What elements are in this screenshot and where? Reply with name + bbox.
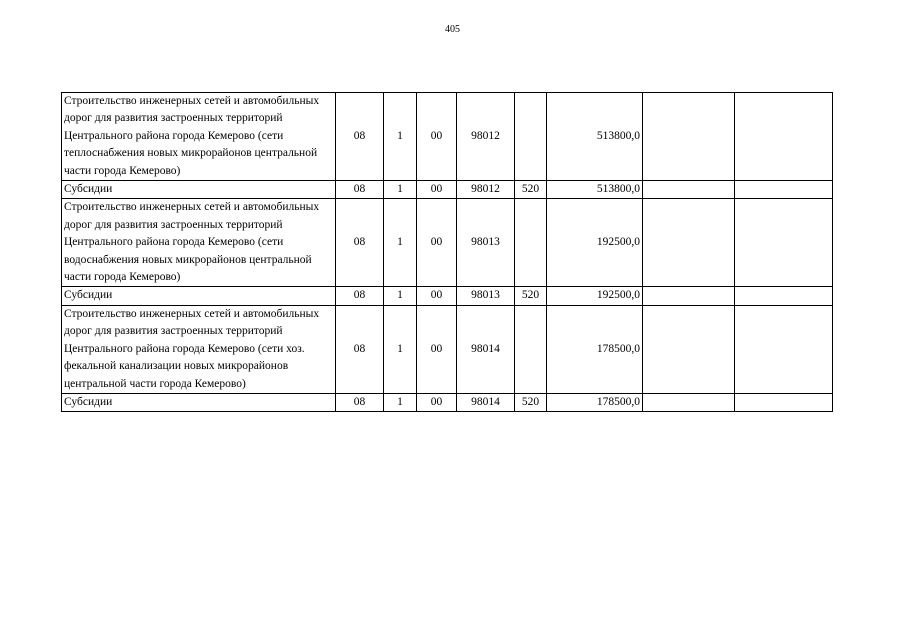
amount-cell: 178500,0 — [547, 393, 643, 411]
page-number: 405 — [445, 24, 460, 35]
empty-cell — [643, 199, 735, 287]
program-cell: 1 — [384, 287, 417, 305]
row-name-cell: Субсидии — [62, 181, 336, 199]
subprogram-cell: 00 — [417, 393, 457, 411]
section-cell: 08 — [336, 93, 384, 181]
empty-cell — [735, 199, 833, 287]
code-cell: 98013 — [457, 199, 515, 287]
program-cell: 1 — [384, 305, 417, 393]
amount-cell: 192500,0 — [547, 199, 643, 287]
table-row — [62, 199, 833, 287]
row-name-cell: Субсидии — [62, 393, 336, 411]
expense-type-cell: 520 — [515, 393, 547, 411]
code-cell: 98014 — [457, 305, 515, 393]
program-cell: 1 — [384, 181, 417, 199]
row-name-cell: Субсидии — [62, 287, 336, 305]
budget-table — [61, 92, 833, 412]
amount-cell: 513800,0 — [547, 93, 643, 181]
expense-type-cell — [515, 305, 547, 393]
empty-cell — [735, 393, 833, 411]
amount-cell: 178500,0 — [547, 305, 643, 393]
table-row — [62, 305, 833, 393]
empty-cell — [643, 181, 735, 199]
empty-cell — [643, 287, 735, 305]
amount-cell: 513800,0 — [547, 181, 643, 199]
section-cell: 08 — [336, 393, 384, 411]
empty-cell — [643, 93, 735, 181]
table-row — [62, 287, 833, 305]
row-name-cell: Строительство инженерных сетей и автомобильных дорог для развития застроенных территорий Центрального района города Кемерово (сети хоз. фекальной канализации новых микрорайонов центральной части города Кемерово) — [62, 305, 336, 393]
code-cell: 98012 — [457, 93, 515, 181]
program-cell: 1 — [384, 93, 417, 181]
subprogram-cell: 00 — [417, 305, 457, 393]
code-cell: 98012 — [457, 181, 515, 199]
section-cell: 08 — [336, 199, 384, 287]
empty-cell — [643, 393, 735, 411]
empty-cell — [735, 305, 833, 393]
row-name-cell: Строительство инженерных сетей и автомобильных дорог для развития застроенных территорий Центрального района города Кемерово (сети водоснабжения новых микрорайонов центральной части города Кемерово) — [62, 199, 336, 287]
row-name-cell: Строительство инженерных сетей и автомобильных дорог для развития застроенных территорий Центрального района города Кемерово (сети теплоснабжения новых микрорайонов центральной части города Кемерово) — [62, 93, 336, 181]
code-cell: 98014 — [457, 393, 515, 411]
subprogram-cell: 00 — [417, 93, 457, 181]
table-row — [62, 93, 833, 181]
table-row — [62, 181, 833, 199]
empty-cell — [643, 305, 735, 393]
section-cell: 08 — [336, 287, 384, 305]
empty-cell — [735, 93, 833, 181]
subprogram-cell: 00 — [417, 287, 457, 305]
program-cell: 1 — [384, 393, 417, 411]
expense-type-cell — [515, 199, 547, 287]
code-cell: 98013 — [457, 287, 515, 305]
expense-type-cell: 520 — [515, 287, 547, 305]
table-row — [62, 393, 833, 411]
amount-cell: 192500,0 — [547, 287, 643, 305]
subprogram-cell: 00 — [417, 181, 457, 199]
subprogram-cell: 00 — [417, 199, 457, 287]
empty-cell — [735, 287, 833, 305]
program-cell: 1 — [384, 199, 417, 287]
expense-type-cell: 520 — [515, 181, 547, 199]
section-cell: 08 — [336, 181, 384, 199]
expense-type-cell — [515, 93, 547, 181]
section-cell: 08 — [336, 305, 384, 393]
empty-cell — [735, 181, 833, 199]
